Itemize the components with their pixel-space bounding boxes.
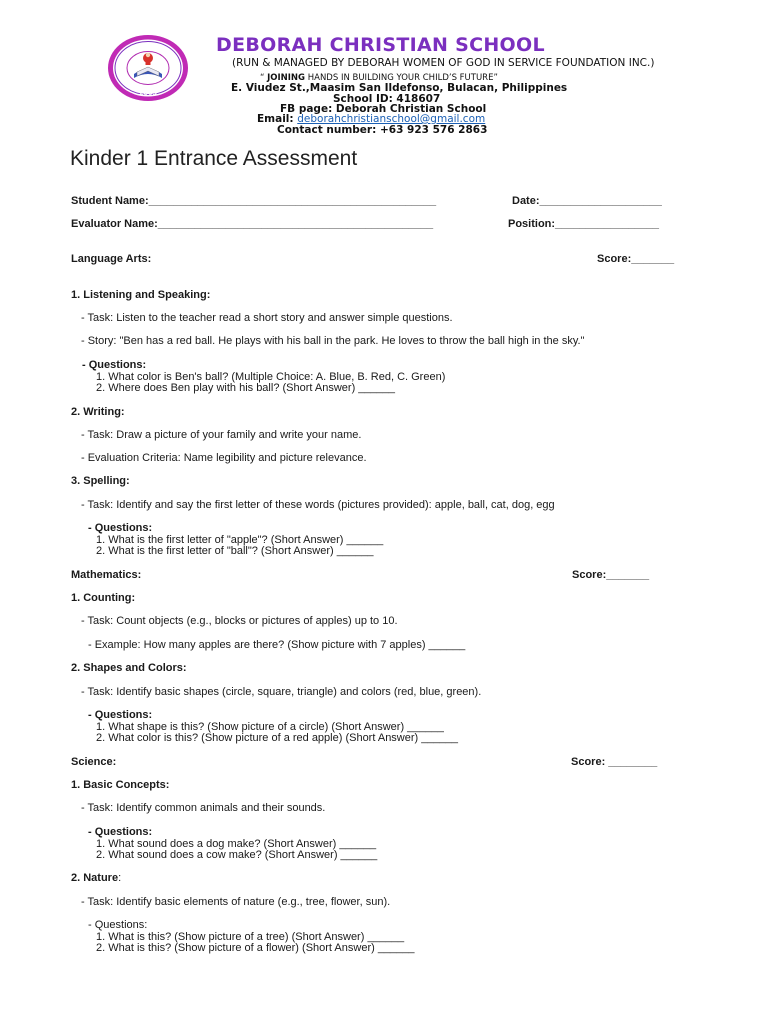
nature-heading-text: 2. Nature bbox=[71, 872, 119, 884]
writing-task: - Task: Draw a picture of your family and write your name. bbox=[81, 429, 362, 441]
nature-question-2: 2. What is this? (Show picture of a flower) (Short Answer) ______ bbox=[96, 942, 415, 954]
language-arts-score[interactable]: Score:_______ bbox=[597, 253, 675, 265]
counting-example: - Example: How many apples are there? (Show picture with 7 apples) ______ bbox=[88, 639, 466, 651]
spelling-heading: 3. Spelling: bbox=[71, 475, 130, 487]
language-arts-heading: Language Arts: bbox=[71, 253, 152, 265]
spelling-task: - Task: Identify and say the first letter of these words (pictures provided): apple, ball, cat, dog, egg bbox=[81, 499, 555, 511]
nature-heading bbox=[71, 872, 121, 884]
basic-concepts-task: - Task: Identify common animals and their sounds. bbox=[81, 802, 326, 814]
email-link[interactable]: deborahchristianschool@gmail.com bbox=[297, 113, 486, 125]
nature-question-1: 1. What is this? (Show picture of a tree) (Short Answer) ______ bbox=[96, 931, 405, 943]
science-heading: Science: bbox=[71, 756, 117, 768]
shapes-question-1: 1. What shape is this? (Show picture of a circle) (Short Answer) ______ bbox=[96, 721, 444, 733]
spelling-question-2: 2. What is the first letter of "ball"? (Short Answer) ______ bbox=[96, 545, 374, 557]
science-score[interactable]: Score: ________ bbox=[571, 756, 658, 768]
shapes-questions-label: - Questions: bbox=[88, 709, 153, 721]
evaluator-name-field[interactable]: Evaluator Name:_____________________________________________ bbox=[71, 218, 434, 230]
listening-question-1: 1. What color is Ben's ball? (Multiple Choice: A. Blue, B. Red, C. Green) bbox=[96, 371, 446, 383]
spelling-question-1: 1. What is the first letter of "apple"? (Short Answer) ______ bbox=[96, 534, 384, 546]
mathematics-score[interactable]: Score:_______ bbox=[572, 569, 650, 581]
mathematics-heading: Mathematics: bbox=[71, 569, 142, 581]
listening-question-2: 2. Where does Ben play with his ball? (Short Answer) ______ bbox=[96, 382, 395, 394]
basic-concepts-heading: 1. Basic Concepts: bbox=[71, 779, 170, 791]
student-name-field[interactable]: Student Name:_______________________________________________ bbox=[71, 195, 437, 207]
email-label: Email: bbox=[257, 113, 298, 125]
shapes-task: - Task: Identify basic shapes (circle, square, triangle) and colors (red, blue, green). bbox=[81, 686, 482, 698]
listening-heading: 1. Listening and Speaking: bbox=[71, 289, 211, 301]
contact-number: Contact number: +63 923 576 2863 bbox=[277, 124, 488, 136]
shapes-heading: 2. Shapes and Colors: bbox=[71, 662, 187, 674]
shapes-question-2: 2. What color is this? (Show picture of a red apple) (Short Answer) ______ bbox=[96, 732, 458, 744]
date-field[interactable]: Date:____________________ bbox=[512, 195, 662, 207]
motto-bold-word: JOINING bbox=[267, 73, 306, 83]
spelling-questions-label: - Questions: bbox=[88, 522, 153, 534]
seal-year: 2005 bbox=[138, 89, 158, 97]
position-field[interactable]: Position:_________________ bbox=[508, 218, 660, 230]
school-name: DEBORAH CHRISTIAN SCHOOL bbox=[216, 34, 545, 56]
nature-questions-label: - Questions: bbox=[88, 919, 148, 931]
listening-questions-label: - Questions: bbox=[82, 359, 147, 371]
motto-quote-open: “ bbox=[260, 73, 268, 83]
writing-heading: 2. Writing: bbox=[71, 406, 125, 418]
writing-criteria: - Evaluation Criteria: Name legibility and picture relevance. bbox=[81, 452, 367, 464]
basic-concepts-question-2: 2. What sound does a cow make? (Short Answer) ______ bbox=[96, 849, 378, 861]
motto-rest: HANDS IN BUILDING YOUR CHILD’S FUTURE” bbox=[305, 73, 498, 83]
managed-by-line: (RUN & MANAGED BY DEBORAH WOMEN OF GOD IN SERVICE FOUNDATION INC.) bbox=[232, 57, 655, 69]
listening-story: - Story: "Ben has a red ball. He plays with his ball in the park. He loves to throw the ball high in the sky." bbox=[81, 335, 585, 347]
counting-task: - Task: Count objects (e.g., blocks or pictures of apples) up to 10. bbox=[81, 615, 398, 627]
basic-concepts-question-1: 1. What sound does a dog make? (Short Answer) ______ bbox=[96, 838, 377, 850]
basic-concepts-questions-label: - Questions: bbox=[88, 826, 153, 838]
school-address: E. Viudez St.,Maasim San Ildefonso, Bulacan, Philippines bbox=[231, 82, 568, 94]
school-id: School ID: 418607 bbox=[333, 93, 441, 105]
fb-page: FB page: Deborah Christian School bbox=[280, 103, 487, 115]
nature-task: - Task: Identify basic elements of nature (e.g., tree, flower, sun). bbox=[81, 896, 391, 908]
listening-task: - Task: Listen to the teacher read a short story and answer simple questions. bbox=[81, 312, 453, 324]
nature-heading-suffix: : bbox=[118, 872, 122, 884]
counting-heading: 1. Counting: bbox=[71, 592, 136, 604]
page-title: Kinder 1 Entrance Assessment bbox=[70, 147, 358, 170]
school-seal-logo bbox=[107, 34, 189, 102]
